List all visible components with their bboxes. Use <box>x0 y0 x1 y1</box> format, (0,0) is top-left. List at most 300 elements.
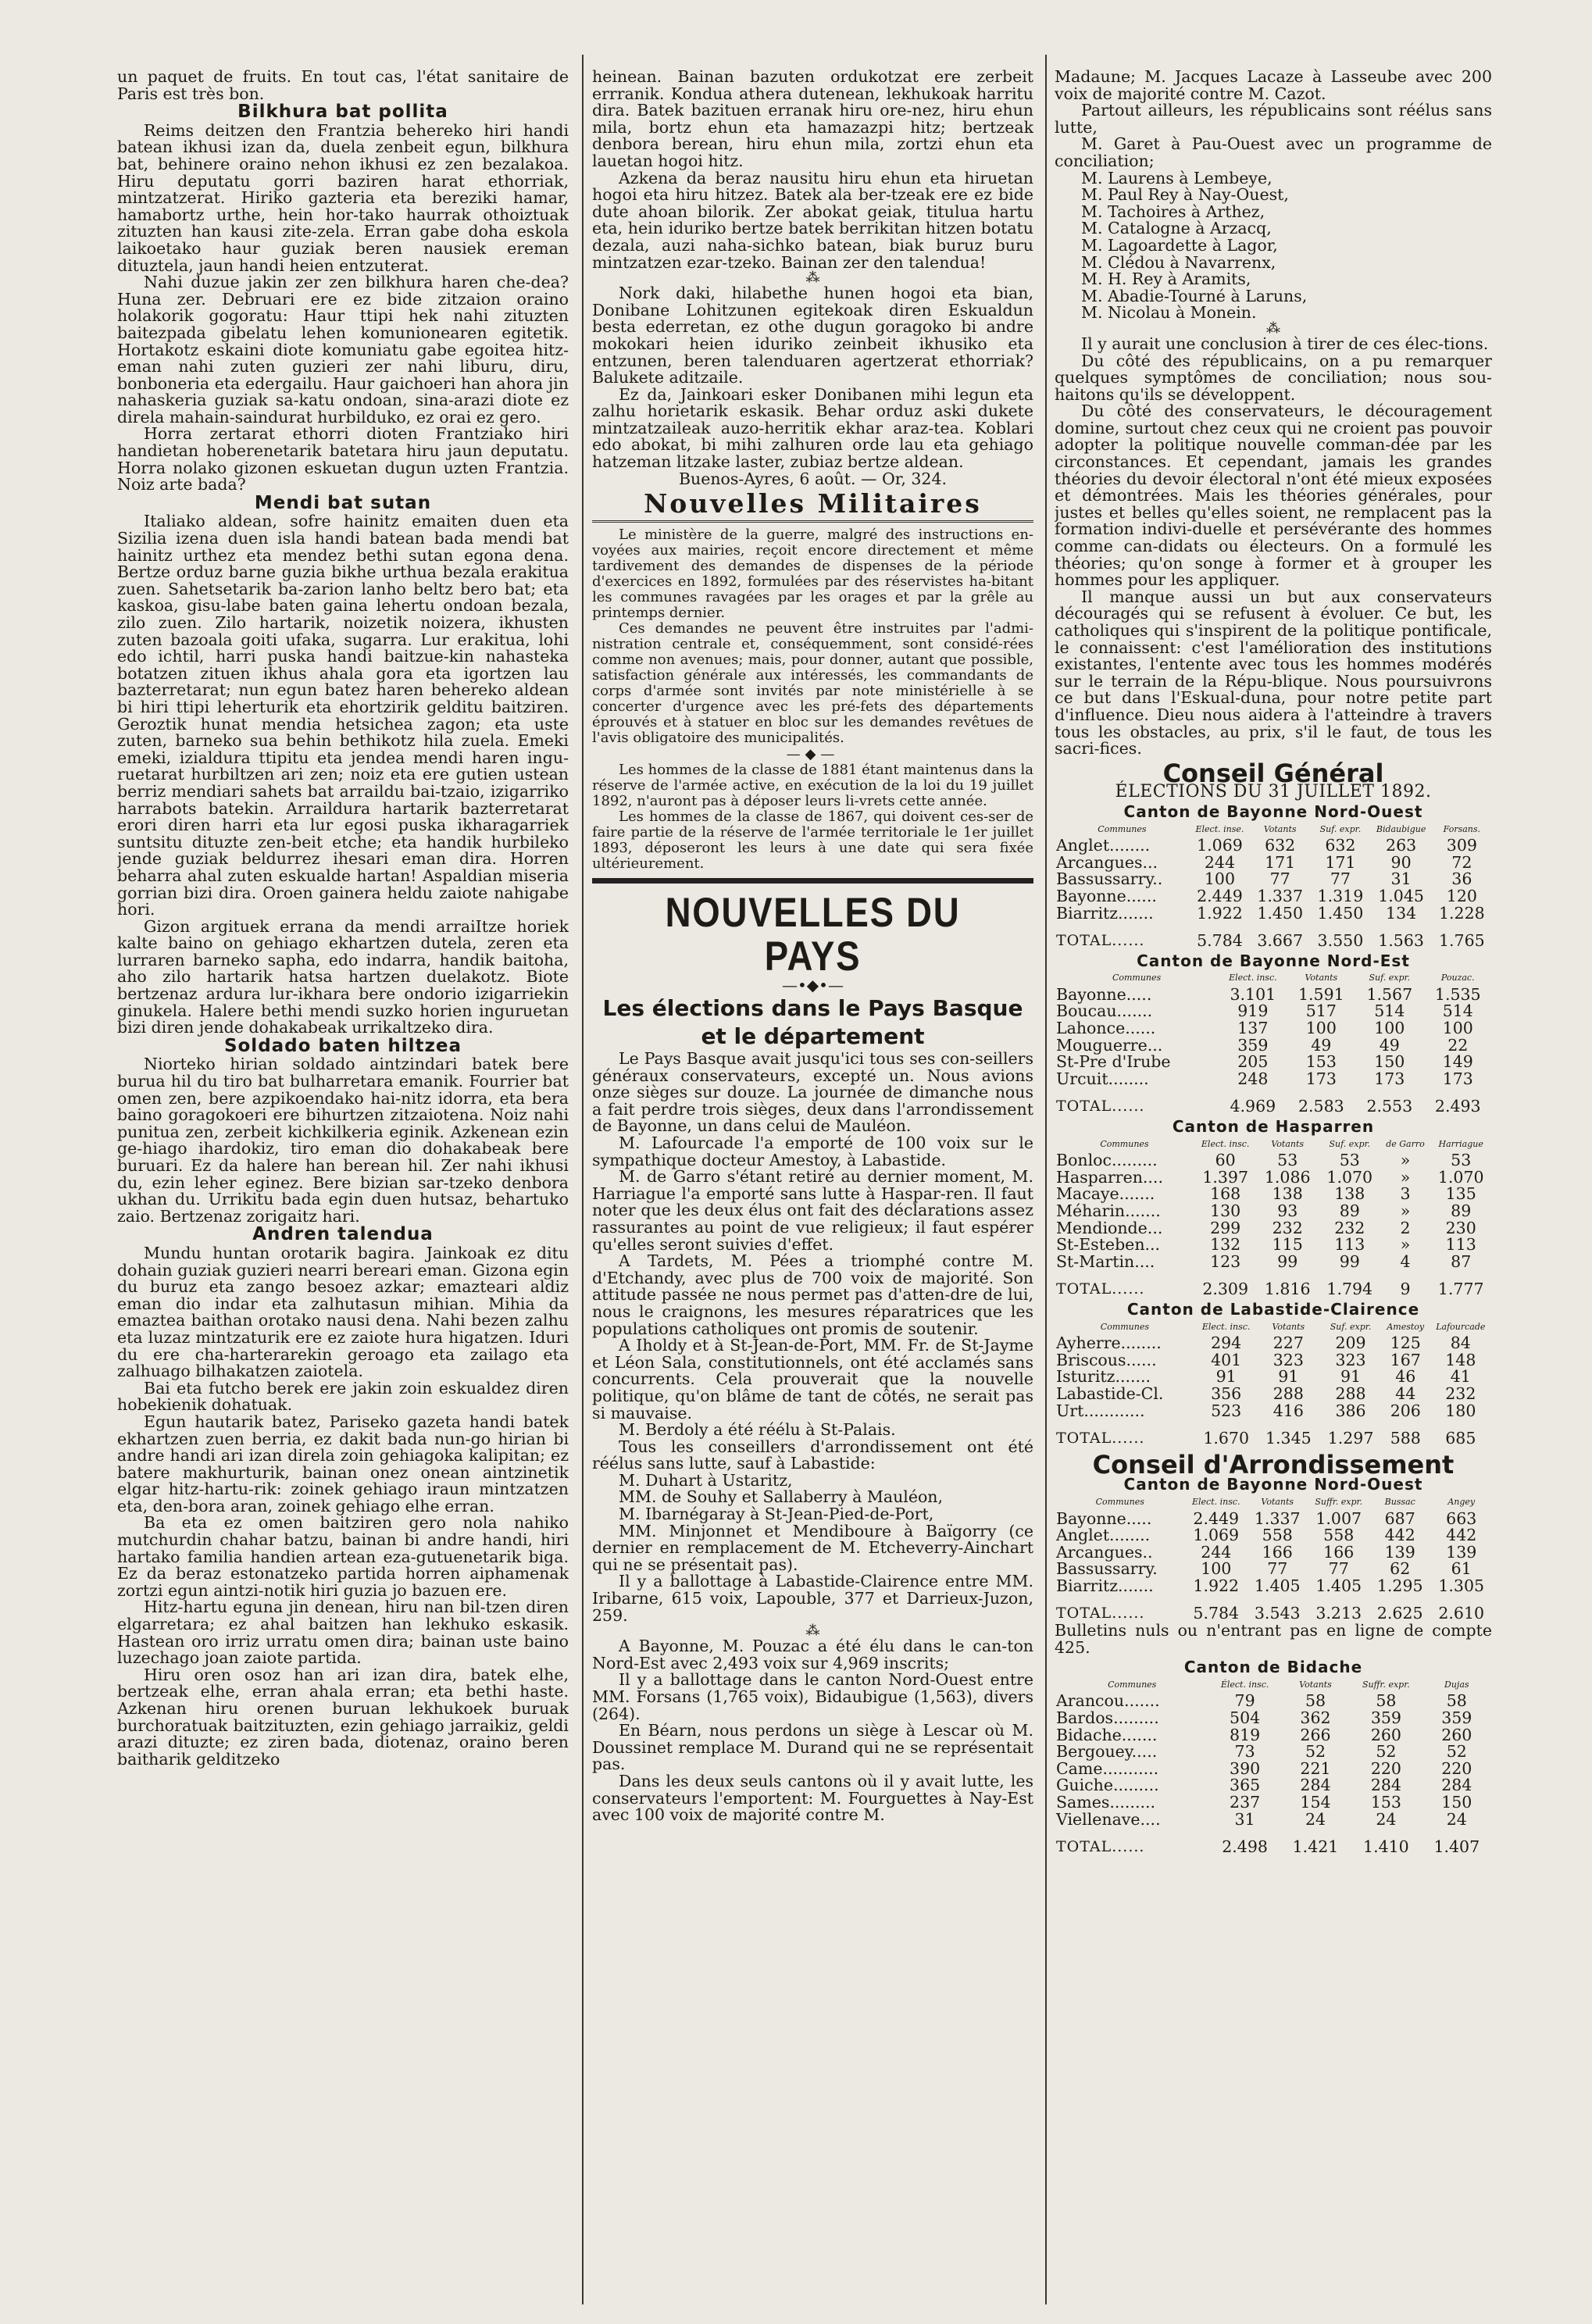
table-row <box>1055 1152 1492 1169</box>
table-cell: 99 <box>1277 1251 1298 1271</box>
table-cell: 220 <box>1370 1758 1401 1778</box>
table-cell: 1.397 <box>1202 1167 1248 1187</box>
table-cell: 49 <box>1311 1035 1332 1055</box>
table-cell: 288 <box>1273 1383 1304 1403</box>
thick-rule <box>592 878 1033 884</box>
table-cell: 359 <box>1237 1035 1269 1055</box>
table-cell: 91 <box>1278 1367 1299 1387</box>
table-cell: 244 <box>1204 852 1236 872</box>
canton-heading: Canton de Bayonne Nord-Ouest <box>1123 801 1423 821</box>
column-header: Votants <box>1299 1679 1332 1690</box>
table-cell: Labastide-Cl. <box>1056 1383 1164 1403</box>
table-cell: Macaye....... <box>1056 1184 1155 1204</box>
total-row <box>1055 1270 1492 1298</box>
section-heading: Soldado baten hiltzea <box>223 1035 462 1056</box>
table-cell: 137 <box>1237 1019 1269 1038</box>
table-cell: 132 <box>1210 1235 1241 1255</box>
table-note: Bulletins nuls ou n'entrant pas en ligne de compte 425. <box>1055 1621 1492 1657</box>
table-cell: 166 <box>1262 1542 1293 1562</box>
table-cell: 359 <box>1441 1708 1472 1728</box>
table-cell: 260 <box>1441 1725 1472 1744</box>
table-cell: 1.070 <box>1437 1167 1484 1187</box>
table-row <box>1055 871 1492 888</box>
table-cell: 294 <box>1211 1333 1242 1353</box>
table-row <box>1055 1037 1492 1055</box>
paragraph: M. Lafourcade l'a emporté de 100 voix sur le sympathique docteur Amestoy, à Labastide. <box>592 1133 1033 1169</box>
table-header-row <box>1055 969 1492 987</box>
table-cell: 138 <box>1272 1184 1303 1204</box>
paragraph: M. Duhart à Ustaritz, <box>619 1470 793 1490</box>
table-cell: 819 <box>1230 1725 1261 1744</box>
table-cell: 230 <box>1445 1218 1476 1237</box>
table-cell: 260 <box>1370 1725 1401 1744</box>
table-cell: 284 <box>1300 1776 1331 1795</box>
table-cell: 130 <box>1210 1201 1241 1220</box>
column-header: Suf. expr. <box>1369 973 1411 984</box>
table-row <box>1055 1352 1492 1369</box>
table-cell: 220 <box>1441 1758 1472 1778</box>
table-row <box>1055 837 1492 855</box>
table-row <box>1055 905 1492 923</box>
canton-heading: Canton de Labastide-Clairence <box>1126 1299 1420 1319</box>
table-cell: 359 <box>1370 1708 1401 1728</box>
table-cell: 1.535 <box>1434 984 1481 1004</box>
table-cell: 84 <box>1450 1333 1471 1353</box>
table-cell: 206 <box>1390 1401 1421 1420</box>
table-cell: 416 <box>1273 1401 1304 1420</box>
table-row <box>1055 1335 1492 1352</box>
table-cell: TOTAL...... <box>1056 1098 1145 1116</box>
table-row <box>1055 1054 1492 1071</box>
section-heading: Nouvelles Militaires <box>592 495 1033 523</box>
table-cell: 52 <box>1446 1742 1467 1762</box>
column-header: Pouzac. <box>1440 973 1475 984</box>
table-cell: 168 <box>1210 1184 1241 1204</box>
paragraph: Mundu huntan orotarik bagira. Jainkoak ez ditu dohain guziak guzieri nearri bereari eman. Gizona egin du buruz eta zango besoez azkar; emazteari aldiz eman dio indar eta zalhutasun mihian. Mihia da emaztea baithan orotako nausi dena. Nahi bezen zalhu eta luzaz mintzaturik ere ez zaiote hura higatzen. Iduri du ere cha-harterarekin geroago eta zailago eta zalhuago bilhakatzen zaiotela. <box>117 1243 569 1381</box>
table-row <box>1055 1369 1492 1386</box>
table-cell: 2.553 <box>1366 1097 1413 1116</box>
results-table <box>1055 1319 1492 1448</box>
paragraph: Nork daki, hilabethe hunen hogoi eta bian, Donibane Lohitzunen egitekoak diren Eskualdun besta ederretan, ez othe dugun goragoko bi andre mokokari heien iduriko zeinbeit ikhusiko eta entzunen, beren talenduaren agertzerat ethorriak? Balukete aditzaile. <box>592 284 1033 387</box>
section-banner: NOUVELLES DU PAYS <box>665 890 961 980</box>
table-cell: 1.670 <box>1203 1429 1249 1448</box>
asterism-separator: ⁂ <box>1266 320 1280 337</box>
table-cell: 514 <box>1374 1001 1405 1021</box>
paragraph: Ces demandes ne peuvent être instruites par l'admi-nistration centrale et, conséquemment, sont considé-rées comme non avenues; mais, pour donner, autant que possible, satisfaction générale aux intéressés, les commandants de corps d'armée sont invités par note ministérielle à se concerter d'urgence avec les pré-fets des départements éprouvés et à statuer en bloc sur les demandes revêtues de l'avis obligatoire des municipalités. <box>592 619 1033 746</box>
paragraph: M. Abadie-Tourné à Laruns, <box>1081 286 1308 305</box>
conseil-general-section <box>1055 758 1492 1448</box>
table-header-row <box>1055 821 1492 838</box>
table-cell: 1.405 <box>1315 1576 1362 1595</box>
table-cell: Isturitz....... <box>1056 1367 1151 1387</box>
total-row <box>1055 922 1492 950</box>
table-cell: 24 <box>1305 1809 1326 1829</box>
paragraph: Le Pays Basque avait jusqu'ici tous ses con-seillers généraux conservateurs, excepté un. Nous avions onze sièges sur douze. La journée de dimanche nous a fait perdre trois sièges, deux dans l'arrondissement de Bayonne, un dans celui de Mauléon. <box>592 1049 1033 1136</box>
column-1 <box>117 69 569 2303</box>
paragraph: A Iholdy et à St-Jean-de-Port, MM. Fr. de St-Jayme et Léon Sala, constitutionnels, ont été acclamés sans concurrents. Cela prouverait que la nouvelle politique, qu'on blâme de tant de côtés, ne serait pas si mauvaise. <box>592 1336 1033 1423</box>
paragraph: Nahi duzue jakin zer zen bilkhura haren che-dea? Huna zer. Debruari ere ez bide zitzaion oraino holakorik gogoratu: Haur ttipi hek nahi zituzten baitezpada gibelatu lehen komunionearen egitetik. Hortakotz eskaini diote komuniatu gabe egoitea hitz-eman nahi zuten guzieri zer nahi liburu, diru, bonboneria eta edergailu. Haur gaichoeri han ahora jin nahaskeria guziak sa-katu ondoan, sina-arazi diote ez direla mahain-saindurat hurbilduko, ez orai ez gero. <box>117 273 569 427</box>
table-cell: 2.449 <box>1197 886 1243 905</box>
section-heading: Mendi bat sutan <box>254 492 432 513</box>
column-header: Elect. insc. <box>1201 1321 1251 1332</box>
table-cell: 1.563 <box>1378 931 1424 951</box>
table-row <box>1055 1744 1492 1761</box>
table-cell: 115 <box>1272 1235 1303 1255</box>
table-row <box>1055 1527 1492 1544</box>
table-row <box>1055 1727 1492 1744</box>
column-header: Elect. inse. <box>1195 823 1244 834</box>
paragraph: M. Paul Rey à Nay-Ouest, <box>1081 185 1289 205</box>
table-row <box>1055 1003 1492 1020</box>
table-cell: 1.777 <box>1437 1280 1484 1299</box>
paragraph: Niorteko hirian soldado aintzindari batek bere burua hil du tiro bat bulharretara emanik. Fourrier bat omen zen, bere azpikoendako hai-nitz idorra, eta bera baino goragokoeri ere bihurtzen zitzaiotena. Noiz nahi punitua zen, zerbeit kichkilkeria eginik. Azkenean ezin ge-hiago ihardokiz, tiro eman dio dohakabeak bere buruari. Ez da halere han berean hil. Zer nahi ikhusi du, ezin leher eginez. Bere bizian sar-tzeko denbora ukhan du. Urrikitu bada egin duen hutsaz, behartuko zaio. Bertzenaz zorigaitz hari. <box>117 1055 569 1226</box>
paragraph: Il y a ballottage dans le canton Nord-Ouest entre MM. Forsans (1,765 voix), Bidaubigue (1,563), divers (264). <box>592 1670 1033 1723</box>
asterism-separator: ⁂ <box>805 1623 820 1640</box>
table-cell: 171 <box>1325 852 1356 872</box>
table-cell: 386 <box>1335 1401 1366 1420</box>
table-cell: 687 <box>1384 1508 1415 1528</box>
table-row <box>1055 1544 1492 1562</box>
table-cell: 362 <box>1300 1708 1331 1728</box>
column-header: Votants <box>1272 1321 1305 1332</box>
table-cell: 125 <box>1390 1333 1421 1353</box>
table-cell: 173 <box>1374 1069 1405 1088</box>
table-cell: Arancou....... <box>1056 1691 1160 1711</box>
table-cell: 1.567 <box>1366 984 1413 1004</box>
table-row <box>1055 1403 1492 1420</box>
table-cell: 4 <box>1400 1251 1411 1271</box>
table-cell: 36 <box>1451 869 1472 889</box>
column-header: Suf. expr. <box>1330 1321 1372 1332</box>
table-cell: 1.765 <box>1439 931 1485 951</box>
table-row <box>1055 1203 1492 1220</box>
table-cell: 62 <box>1390 1559 1411 1579</box>
table-cell: 401 <box>1211 1350 1242 1369</box>
paragraph: Ez da, Jainkoari esker Donibanen mihi legun eta zalhu horietarik eskasik. Behar orduz aski dukete mintzatzaileak auzo-herritik ekhar araz-tea. Koblari edo abokat, bi mihi zalhuren orde lau eta gehiago hatzeman litzake laster, zubiaz bertze aldean. <box>592 384 1033 472</box>
table-cell: 58 <box>1376 1691 1397 1711</box>
table-cell: 3.543 <box>1254 1604 1301 1623</box>
paragraph: Dans les deux seuls cantons où il y avait lutte, les conservateurs l'emportent: M. Fourguettes à Nay-Est avec 100 voix de majorité contre M. <box>592 1771 1033 1825</box>
table-cell: 558 <box>1323 1526 1355 1545</box>
table-cell: 263 <box>1386 836 1417 855</box>
table-row <box>1055 855 1492 872</box>
table-cell: 1.410 <box>1363 1837 1409 1857</box>
table-cell: 173 <box>1442 1069 1473 1088</box>
table-cell: 209 <box>1335 1333 1366 1353</box>
table-cell: 1.816 <box>1264 1280 1311 1299</box>
ornament-divider: —•◆•— <box>782 976 844 995</box>
table-row <box>1055 1071 1492 1088</box>
paragraph: M. H. Rey à Aramits, <box>1081 270 1251 289</box>
results-table <box>1055 1136 1492 1298</box>
column-header: Elect. insc. <box>1201 1138 1250 1149</box>
canton-heading: Canton de Hasparren <box>1172 1117 1375 1137</box>
table-cell: Urt............ <box>1056 1401 1145 1420</box>
table-cell: Lahonce...... <box>1056 1019 1156 1038</box>
column-header: Votants <box>1305 973 1338 984</box>
table-cell: 3.667 <box>1257 931 1304 951</box>
table-cell: 100 <box>1305 1019 1337 1038</box>
paragraph: Hitz-hartu eguna jin denean, hiru nan bil-tzen diren elgarretara; ez ahal baitzen han lekhuko eskasik. Hastean oro irriz urratu omen dira; bainan uste baino luzechago joan zaiote partida. <box>117 1598 569 1668</box>
table-cell: 284 <box>1441 1776 1472 1795</box>
paragraph: Italiako aldean, sofre hainitz emaiten duen eta Sizilia izena duen isla handi batean bada mendi bat hainitz urthez eta mendez bethi sutan egona dena. Bertze orduz barne guzia bikhe urthua bezala erakitua zuen. Sahetsetarik ba-zarion lanho beltz bero bat; eta kaskoa, gisu-labe baten gaina lehertu ondoan bezala, zilo zuen. Zilo hartarik, noizetik noizera, ikhusten zuten bazoala goiti ufaka, sugarra. Lur erakitua, lohi edo ichtil, harri puska handi baitzue-kin nahasteka botatzen zituen ikhus ahala gora eta igortzen lau bazterretarat; nun egun batez haren behereko aldean bi hiri ttipi leherturik eta ehortzirik gelditu baitziren. Geroztik hunat mendia hetsichea zagon; eta uste zuten, barneko sua behin bethikotz hila zuela. Emeki emeki, izialdura ttipitu eta jendea mendi haren ingu-ruetarat hurbiltzen ari zen; noiz eta ere gutien ustean berriz mendiari sahets bat arraildu bai-tzaio, izigarriko harrabots batekin. Arraildura hartarik bazterretarat erori diren harri eta lur egosi puska ikharagarriek suntsitu dituzte zen-beit etche; eta handik hurbileko jende guziak beldurrez ihesari eman dira. Horren beharra ahal zuten eskualde hartan! Aspaldian miseria gorrian bizi dira. Oroen gainera heldu zaiote nahigabe hori. <box>117 512 569 919</box>
table-row <box>1055 1220 1492 1237</box>
conseil-general-tables <box>1055 801 1492 1448</box>
table-cell: 153 <box>1370 1793 1401 1812</box>
canton-heading: Canton de Bayonne Nord-Ouest <box>1123 1475 1423 1494</box>
paragraph: Reims deitzen den Frantzia behereko hiri handi batean ikhusi izan da, duela zenbeit egun, bilkhura bat, behinere oraino nehon ikhusi ez zen bezalakoa. Hiru deputatu gorri baziren harat ethorriak, mintzatzerat. Hiriko gazteria eta bereziki hamar, hamabortz urthe, hein hor-tako haurrak othoiztuak zituzten han kausi zite-zela. Erran gabe doha eskola laikoetako haur guziak beren nausiek ereman dituztela, jaun handi heien entzuterat. <box>117 120 569 275</box>
table-cell: 153 <box>1305 1052 1337 1072</box>
table-cell: 221 <box>1300 1758 1331 1778</box>
paragraph: M. Laurens à Lembeye, <box>1081 168 1273 187</box>
table-cell: Hasparren.... <box>1056 1167 1163 1187</box>
paragraph: Le ministère de la guerre, malgré des instructions en-voyées aux mairies, reçoit encore directement et même tardivement des demandes de dispenses de la période d'exercices en 1892, formulées par des réservistes ha-bitant les communes ravagées par les orages et par la grêle au printemps dernier. <box>592 526 1033 621</box>
table-cell: TOTAL...... <box>1056 1838 1145 1856</box>
paragraph: M. de Garro s'étant retiré au dernier moment, M. Harriague l'a emporté sans lutte à Haspar-ren. Il faut noter que les deux élus ont fait des déclarations assez rassurantes au point de vue religieux; il faut espérer qu'elles seront suivies d'effet. <box>592 1167 1033 1254</box>
table-cell: 3.101 <box>1230 984 1276 1004</box>
column-header: Communes <box>1095 1496 1144 1507</box>
paragraph: Les hommes de la classe de 1881 étant maintenus dans la réserve de l'armée active, en exécution de la loi du 19 juillet 1892, n'auront pas à déposer leurs li-vrets cette année. <box>592 762 1033 810</box>
table-cell: 284 <box>1370 1776 1401 1795</box>
table-cell: 558 <box>1262 1526 1293 1545</box>
table-cell: Arcangues.. <box>1056 1542 1153 1562</box>
paragraph: MM. de Souhy et Sallaberry à Mauléon, <box>619 1487 944 1507</box>
paragraph: Tous les conseillers d'arrondissement ont été réélus sans lutte, sauf à Labastide: <box>592 1437 1033 1473</box>
table-cell: 232 <box>1445 1383 1476 1403</box>
table-cell: 1.405 <box>1254 1576 1301 1595</box>
table-cell: 288 <box>1335 1383 1366 1403</box>
table-row <box>1055 1511 1492 1528</box>
table-cell: St-Pre d'Irube <box>1056 1052 1171 1072</box>
table-cell: 79 <box>1234 1691 1255 1711</box>
table-cell: 2.493 <box>1434 1097 1481 1116</box>
table-cell: 3.213 <box>1315 1604 1362 1623</box>
table-cell: 1.295 <box>1376 1576 1423 1595</box>
table-cell: 1.319 <box>1317 886 1364 905</box>
table-cell: 1.069 <box>1197 836 1243 855</box>
table-row <box>1055 1794 1492 1812</box>
table-cell: Guiche......... <box>1056 1776 1159 1795</box>
table-cell: Bardos......... <box>1056 1708 1159 1728</box>
table-cell: 53 <box>1451 1151 1472 1170</box>
table-cell: 685 <box>1445 1429 1476 1448</box>
dateline: Buenos-Ayres, 6 août. — Or, 324. <box>678 469 948 488</box>
paragraph: M. Berdoly a été réélu à St-Palais. <box>619 1420 896 1440</box>
table-cell: 173 <box>1305 1069 1337 1088</box>
column-header: Communes <box>1108 1679 1157 1690</box>
table-row <box>1055 888 1492 905</box>
table-cell: TOTAL...... <box>1056 1280 1145 1298</box>
table-cell: 58 <box>1446 1691 1467 1711</box>
table-cell: 24 <box>1376 1809 1397 1829</box>
table-cell: Came........... <box>1056 1758 1159 1778</box>
paragraph: M. Nicolau à Monein. <box>1081 303 1257 323</box>
paragraph: Les hommes de la classe de 1867, qui doivent ces-ser de faire partie de la réserve de l'armée territoriale le 1er juillet 1893, déposeront les leurs à une date qui sera fixée ultérieurement. <box>592 809 1033 873</box>
table-cell: 135 <box>1445 1184 1476 1204</box>
column-header: Suf. expr. <box>1319 823 1362 834</box>
paragraph: Bai eta futcho berek ere jakin zoin eskualdez diren hobekienik dohatuak. <box>117 1378 569 1415</box>
table-cell: 5.784 <box>1193 1604 1240 1623</box>
table-cell: 93 <box>1277 1201 1298 1220</box>
table-cell: 1.450 <box>1317 903 1364 923</box>
article-headline: Les élections dans le Pays Basque <box>602 995 1023 1022</box>
table-cell: 2.449 <box>1193 1508 1240 1528</box>
table-cell: 52 <box>1376 1742 1397 1762</box>
table-cell: Sames......... <box>1056 1793 1156 1812</box>
table-cell: 9 <box>1400 1280 1411 1299</box>
column-header: Dujas <box>1444 1679 1469 1690</box>
table-cell: » <box>1400 1235 1411 1255</box>
column-rule-left <box>582 55 584 2304</box>
table-row <box>1055 1761 1492 1778</box>
table-cell: 53 <box>1277 1151 1298 1170</box>
table-cell: Briscous...... <box>1056 1350 1157 1369</box>
table-cell: 167 <box>1390 1350 1421 1369</box>
column-rule-right <box>1045 55 1047 2304</box>
table-cell: Biarritz....... <box>1056 1576 1154 1595</box>
asterism-separator: ⁂ <box>805 270 820 287</box>
table-cell: 504 <box>1230 1708 1261 1728</box>
table-cell: 266 <box>1300 1725 1331 1744</box>
table-cell: 2 <box>1400 1218 1411 1237</box>
table-row <box>1055 1186 1492 1203</box>
table-cell: St-Esteben... <box>1056 1235 1161 1255</box>
table-cell: 44 <box>1395 1383 1416 1403</box>
table-cell: 1.407 <box>1433 1837 1480 1857</box>
table-row <box>1055 1710 1492 1727</box>
table-cell: 138 <box>1334 1184 1365 1204</box>
table-cell: 1.922 <box>1193 1576 1240 1595</box>
table-cell: 1.297 <box>1327 1429 1374 1448</box>
paragraph: Du côté des républicains, on a pu remarquer quelques symptômes de conciliation; nous sou-haitons qu'ils se développent. <box>1055 351 1492 404</box>
paragraph: M. Lagoardette à Lagor, <box>1081 235 1278 255</box>
paragraph: A Tardets, M. Pées a triomphé contre M. d'Etchandy, avec plus de 700 voix de majorité. Son attitude passée ne nous permet pas d'atten-dre de lui, nous le craignons, les mesures réparatrices que les populations catholiques ont promis de soutenir. <box>592 1251 1033 1338</box>
column-2 <box>592 69 1033 2303</box>
results-table <box>1055 821 1492 950</box>
table-cell: 72 <box>1451 852 1472 872</box>
paragraph: Gizon argituek errana da mendi arraiItze horiek kalte baino on gehiago ekhartzen dutela, zeren eta lurraren barneko sapha, edo indarra, handik baitoha, aho zilo hartarik hatsa hartzen duelakotz. Biote bertzenaz ardura lur-ikhara bere ondorio izigarriekin ginukela. Halere bethi mendi suzko horien inguruetan bizi diren jende dohakabeak urrikaltzeko dira. <box>117 916 569 1037</box>
conseil-arrondissement-tables <box>1055 1476 1492 1855</box>
table-cell: 77 <box>1328 1559 1349 1579</box>
table-cell: 87 <box>1451 1251 1472 1271</box>
table-cell: 52 <box>1305 1742 1326 1762</box>
conseil-general-title: Conseil Général <box>1162 758 1384 788</box>
table-cell: 91 <box>1340 1367 1362 1387</box>
table-cell: 365 <box>1230 1776 1261 1795</box>
conseil-arrondissement-title: Conseil d'Arrondissement <box>1092 1449 1455 1480</box>
table-cell: 123 <box>1210 1251 1241 1271</box>
paragraph: Egun hautarik batez, Pariseko gazeta handi batek ekhartzen zuen berria, ez dakit bada nun-go hirian bi andre handi ari izan direla zoin gehiagoka kalipitan; ez batere makhurturik, bainan onez onean aintzinetik elgar hitz-hartu-rik: zoinek gehiago iraun mintzatzen eta, den-bora aran, zoinek gehiago elhe erran. <box>117 1412 569 1515</box>
table-cell: 100 <box>1201 1559 1232 1579</box>
table-cell: Bassussarry.. <box>1056 869 1163 889</box>
table-cell: Mouguerre... <box>1056 1035 1163 1055</box>
ornament-divider: —◆— <box>786 745 840 762</box>
table-row <box>1055 1169 1492 1187</box>
column-3-text <box>1055 69 1492 758</box>
column-header: Suffr. expr. <box>1362 1679 1410 1690</box>
results-table <box>1055 969 1492 1116</box>
table-cell: Ayherre........ <box>1056 1333 1162 1353</box>
table-cell: 60 <box>1215 1151 1236 1170</box>
table-cell: 134 <box>1386 903 1417 923</box>
paragraph: Il manque aussi un but aux conservateurs découragés qui se refusent à évoluer. Ce but, les catholiques qui s'inspirent de la politique pontificale, le connaissent: c'est l'amélioration des institutions existantes, l'entente avec tous les hommes modérés sur le terrain de la Répu-blique. Nous poursuivrons ce but dans l'Eskual-duna, pour notre petite part d'influence. Dieu nous aidera à l'atteindre à travers tous les obstacles, au prix, s'il le faut, de tous les sacri-fices. <box>1055 587 1492 759</box>
table-cell: 4.969 <box>1230 1097 1276 1116</box>
table-cell: TOTAL...... <box>1056 1430 1145 1448</box>
column-header: de Garro <box>1386 1138 1425 1149</box>
table-cell: 1.922 <box>1197 903 1243 923</box>
table-cell: Anglet........ <box>1056 836 1151 855</box>
column-header: Suffr. expr. <box>1315 1496 1363 1507</box>
table-row <box>1055 1561 1492 1578</box>
table-cell: 309 <box>1446 836 1477 855</box>
table-cell: 2.583 <box>1298 1097 1344 1116</box>
table-cell: Bassussarry. <box>1056 1559 1158 1579</box>
table-cell: 232 <box>1334 1218 1365 1237</box>
table-cell: 227 <box>1273 1333 1304 1353</box>
table-cell: 323 <box>1273 1350 1304 1369</box>
paragraph: M. Ibarnégaray à St-Jean-Pied-de-Port, <box>619 1505 934 1524</box>
column-header: Communes <box>1112 973 1162 984</box>
table-cell: 5.784 <box>1197 931 1243 951</box>
column-header: Communes <box>1100 1321 1150 1332</box>
table-row <box>1055 1578 1492 1595</box>
table-cell: 1.305 <box>1438 1576 1485 1595</box>
table-cell: 113 <box>1445 1235 1476 1255</box>
conseil-arrondissement-section <box>1055 1449 1492 1857</box>
table-cell: 2.309 <box>1202 1280 1248 1299</box>
table-cell: 299 <box>1210 1218 1241 1237</box>
column-header: Amestoy <box>1387 1321 1425 1332</box>
table-cell: 89 <box>1451 1201 1472 1220</box>
canton-heading: Canton de Bayonne Nord-Est <box>1137 951 1410 970</box>
table-cell: 100 <box>1442 1019 1473 1038</box>
table-cell: 248 <box>1237 1069 1269 1088</box>
table-cell: 1.337 <box>1254 1508 1301 1528</box>
article-headline: et le département <box>701 1023 925 1050</box>
total-row <box>1055 1087 1492 1116</box>
canton-heading: Canton de Bidache <box>1183 1658 1363 1677</box>
table-row <box>1055 1386 1492 1403</box>
paragraph: Horra zertarat ethorri dioten Frantziako hiri handietan hoberenetarik batetara hiru jaun deputatu. Horra nolako gizonen eskuetan dugun uzten Frantzia. Noiz arte bada? <box>117 424 569 494</box>
column-header: Suf. expr. <box>1329 1138 1371 1149</box>
table-cell: » <box>1400 1201 1411 1220</box>
paragraph: M. Garet à Pau-Ouest avec un programme de conciliation; <box>1055 134 1492 170</box>
paragraph: heinean. Bainan bazuten ordukotzat ere zerbeit errranik. Kondua athera dutenean, lekhukoak harritu dira. Batek bazituen erranak hiru ore-nez, hiru ehun mila, bortz ehun eta hamazazpi hitz; bertzeak denbora berean, hiru ehun mila, zortzi ehun eta lauetan hogoi hitz. <box>592 69 1033 170</box>
paragraph: Azkena da beraz nausitu hiru ehun eta hiruetan hogoi eta hiru hitzez. Batek ala ber-tzeak ere ez bide dute ahoan bilorik. Zer abokat geiak, titulua hartu eta, hein iduriko bertze batek berrikitan hitzen botatu dezala, auzi naha-sichko batean, biak buruz buru mintzatzen ezar-tzeko. Bainan zer den talendua! <box>592 168 1033 272</box>
table-cell: 77 <box>1267 1559 1288 1579</box>
column-3 <box>1055 69 1492 2303</box>
table-cell: 46 <box>1395 1367 1416 1387</box>
table-header-row <box>1055 1494 1492 1511</box>
column-header: Elect. insc. <box>1191 1496 1240 1507</box>
table-cell: Viellenave.... <box>1056 1809 1161 1829</box>
paragraph: M. Clédou à Navarrenx, <box>1081 252 1276 272</box>
table-cell: 205 <box>1237 1052 1269 1072</box>
table-cell: Bergouey..... <box>1056 1742 1158 1762</box>
table-cell: 1.421 <box>1292 1837 1339 1857</box>
table-cell: 77 <box>1269 869 1290 889</box>
table-cell: 244 <box>1201 1542 1232 1562</box>
table-cell: 663 <box>1446 1508 1477 1528</box>
table-cell: 3 <box>1400 1184 1411 1204</box>
table-cell: 2.610 <box>1438 1604 1485 1623</box>
table-cell: 1.450 <box>1257 903 1304 923</box>
table-cell: 149 <box>1442 1052 1473 1072</box>
total-row <box>1055 1594 1492 1623</box>
column-header: Bussac <box>1384 1496 1415 1507</box>
table-cell: 514 <box>1442 1001 1473 1021</box>
paragraph: Hiru oren osoz han ari izan dira, batek elhe, bertzeak elhe, erran ahala erran; eta bethi haste. Azkenan hiru orenen buruan lekhukoek buruak burchoratuak baitzituzten, ezin gehiago jarraikiz, geldi arazi dituzte; ez ziren bada, diotenaz, oraino beren baitharik gelditzeko <box>117 1665 569 1769</box>
